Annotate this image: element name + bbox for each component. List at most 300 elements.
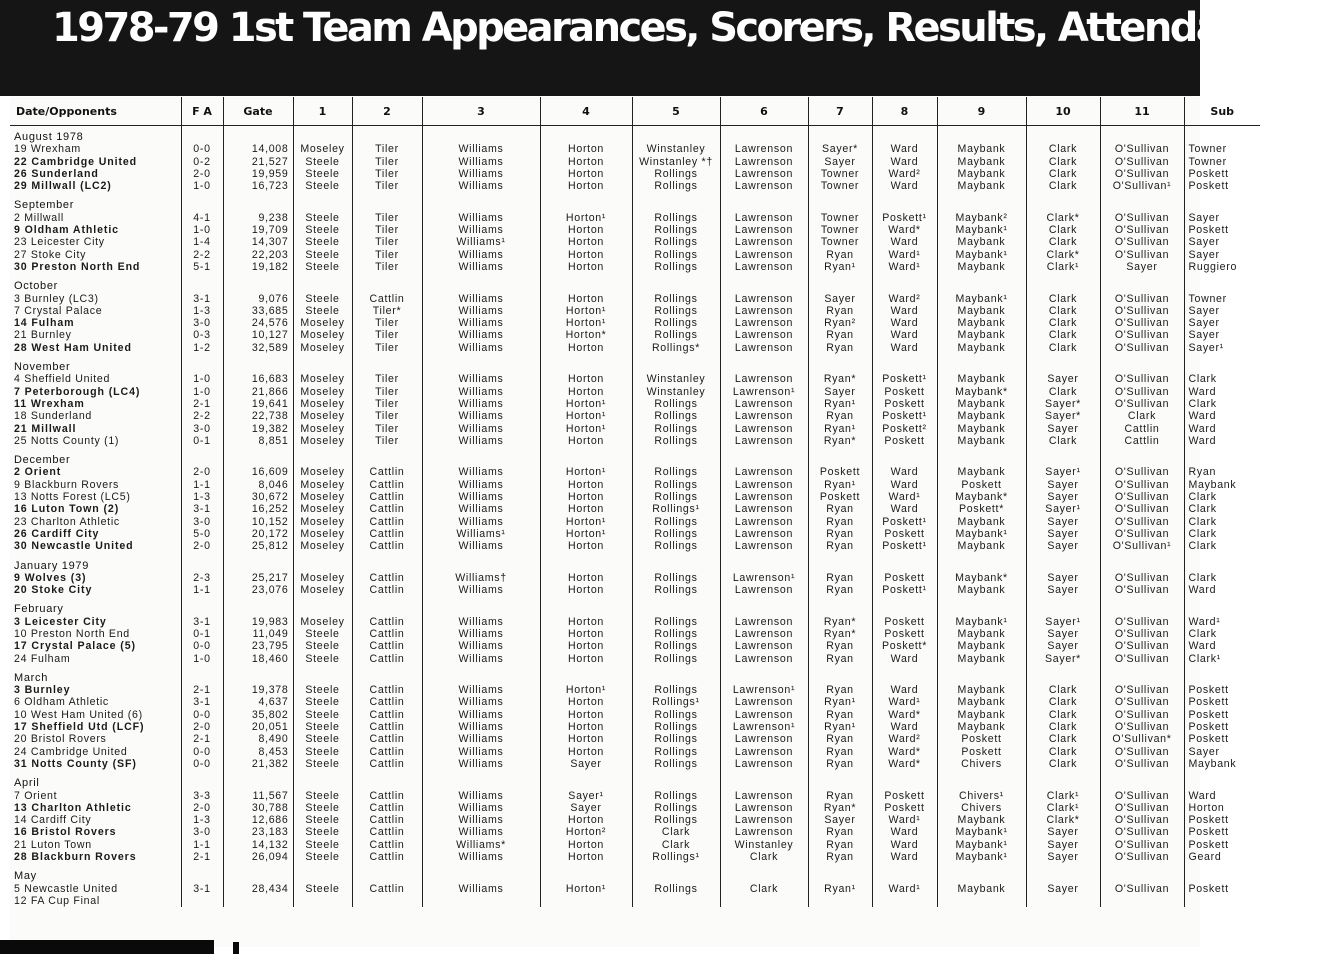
player-name: Cattlin xyxy=(369,584,405,597)
player-name: Ward xyxy=(1188,385,1217,398)
column-header-12: 10 xyxy=(1026,97,1100,126)
player-name: Towner xyxy=(820,224,860,237)
player-name: Horton xyxy=(568,373,604,386)
blank-line xyxy=(298,199,348,211)
player-name: O'Sullivan xyxy=(1114,167,1170,180)
blank-line xyxy=(228,361,289,373)
player-name: Maybank xyxy=(957,317,1006,330)
section-gap xyxy=(1105,770,1180,777)
section-gap xyxy=(298,447,348,454)
match-score: 3-1 xyxy=(193,615,211,628)
match-opponent: 22 Cambridge United xyxy=(14,155,138,168)
player-name: Poskett xyxy=(1188,721,1229,734)
player-name: O'Sullivan xyxy=(1114,466,1170,479)
player-name: Lawrenson xyxy=(734,224,794,237)
match-gate: 8,490 xyxy=(258,733,289,746)
blank-line xyxy=(813,603,868,615)
blank-line xyxy=(877,777,933,789)
player-name: Steele xyxy=(305,155,340,168)
player-name: Lawrenson xyxy=(734,515,794,528)
player-name: Rollings xyxy=(654,627,698,640)
blank-line xyxy=(228,777,289,789)
section-gap xyxy=(298,863,348,870)
player-name: Clark¹ xyxy=(1046,801,1080,814)
player-name: Sayer* xyxy=(822,143,858,156)
player-name: O'Sullivan xyxy=(1114,708,1170,721)
blank-line xyxy=(545,777,628,789)
player-name: Horton xyxy=(568,640,604,653)
match-gate: 19,378 xyxy=(251,684,289,697)
player-name: Lawrenson xyxy=(734,236,794,249)
player-name: Williams xyxy=(458,248,504,261)
player-name: Horton xyxy=(568,341,604,354)
player-name: O'Sullivan xyxy=(1114,304,1170,317)
blank-line xyxy=(298,672,348,684)
match-opponent: 5 Newcastle United xyxy=(14,882,118,895)
column-header-11: 9 xyxy=(937,97,1026,126)
player-name: Cattlin xyxy=(369,571,405,584)
player-name: Clark xyxy=(1048,304,1078,317)
results-sheet xyxy=(10,97,1238,947)
player-name: Ryan xyxy=(826,571,854,584)
player-name: Ward¹ xyxy=(1188,615,1221,628)
blank-line xyxy=(357,131,418,143)
player-name: Poskett xyxy=(819,466,861,479)
player-name: Cattlin xyxy=(1124,434,1160,447)
match-score: 1-2 xyxy=(193,341,211,354)
match-opponent: 2 Millwall xyxy=(14,211,64,224)
player-name: Ryan xyxy=(826,410,854,423)
section-gap xyxy=(545,273,628,280)
player-name: Rollings xyxy=(654,708,698,721)
match-opponent: 16 Luton Town (2) xyxy=(14,503,120,516)
player-name: Ward¹ xyxy=(888,814,921,827)
player-name: Lawrenson xyxy=(734,478,794,491)
blank-line xyxy=(186,870,219,882)
player-name: Tiler xyxy=(375,224,399,237)
player-name: Horton* xyxy=(565,329,607,342)
player-name: O'Sullivan xyxy=(1114,236,1170,249)
month-heading: October xyxy=(14,280,59,293)
player-name: Ward xyxy=(890,652,919,665)
match-score: 2-2 xyxy=(193,410,211,423)
section-gap xyxy=(877,354,933,361)
match-score: 0-0 xyxy=(193,757,211,770)
player-name: Tiler xyxy=(375,143,399,156)
blank-line xyxy=(1031,280,1096,292)
player-name: Horton xyxy=(568,615,604,628)
player-name: Lawrenson xyxy=(734,422,794,435)
player-name: Sayer xyxy=(1047,838,1079,851)
player-name: Maybank xyxy=(957,155,1006,168)
section-gap xyxy=(877,192,933,199)
player-name: Williams xyxy=(458,615,504,628)
player-name: Horton¹ xyxy=(565,527,607,540)
player-name: Williams xyxy=(458,757,504,770)
section-gap xyxy=(1031,770,1096,777)
section-gap xyxy=(1031,553,1096,560)
blank-line xyxy=(942,560,1022,572)
section-gap xyxy=(427,665,536,672)
section-gap xyxy=(14,192,177,199)
blank-line xyxy=(813,131,868,143)
player-name: Ryan¹ xyxy=(824,260,856,273)
blank-line xyxy=(725,454,804,466)
section-gap xyxy=(427,770,536,777)
player-name: Poskett xyxy=(1188,684,1229,697)
player-name: Lawrenson xyxy=(734,260,794,273)
player-name: Maybank xyxy=(957,640,1006,653)
player-name: Ward² xyxy=(888,167,921,180)
column-header-1: F A xyxy=(181,97,223,126)
player-name: Clark xyxy=(1048,684,1078,697)
player-name: Rollings xyxy=(654,745,698,758)
section-gap xyxy=(1105,192,1180,199)
blank-line xyxy=(1189,280,1257,292)
blank-line xyxy=(186,603,219,615)
player-name: Ryan xyxy=(826,745,854,758)
match-gate: 9,076 xyxy=(258,292,289,305)
blank-line xyxy=(942,199,1022,211)
blank-line xyxy=(1031,131,1096,143)
player-name: Rollings xyxy=(654,615,698,628)
blank-line xyxy=(545,870,628,882)
player-name: O'Sullivan xyxy=(1114,851,1170,864)
match-opponent: 12 FA Cup Final xyxy=(14,894,100,907)
match-opponent: 18 Sunderland xyxy=(14,410,93,423)
player-name: O'Sullivan xyxy=(1114,491,1170,504)
player-name: Clark xyxy=(1127,410,1157,423)
player-name: Ryan¹ xyxy=(824,882,856,895)
section-gap xyxy=(637,665,716,672)
section-gap xyxy=(1189,665,1257,672)
section-gap xyxy=(1189,863,1257,870)
player-name: Moseley xyxy=(300,385,345,398)
player-name: Maybank xyxy=(957,143,1006,156)
player-name: Ryan¹ xyxy=(824,721,856,734)
blank-line xyxy=(637,199,716,211)
player-name: Maybank xyxy=(957,180,1006,193)
player-name: Clark* xyxy=(1046,211,1080,224)
match-gate: 11,567 xyxy=(252,789,289,802)
player-name: Rollings¹ xyxy=(652,503,700,516)
player-name: Poskett xyxy=(1188,224,1229,237)
player-name: Clark xyxy=(1048,385,1078,398)
player-name: Steele xyxy=(305,882,340,895)
player-name: Williams† xyxy=(455,571,507,584)
player-name: Horton xyxy=(568,851,604,864)
section-gap xyxy=(545,596,628,603)
blank-line xyxy=(725,603,804,615)
player-name: Maybank² xyxy=(955,211,1008,224)
player-name: Ryan* xyxy=(823,627,857,640)
blank-line xyxy=(942,454,1022,466)
blank-line xyxy=(1031,777,1096,789)
player-name: Poskett xyxy=(1188,167,1229,180)
player-name: Williams xyxy=(458,155,504,168)
match-gate: 14,008 xyxy=(251,143,289,156)
match-score: 4-1 xyxy=(193,211,211,224)
player-name: Horton xyxy=(568,143,604,156)
player-name: Rollings xyxy=(654,304,698,317)
player-name: Steele xyxy=(305,236,340,249)
column-header-3: 1 xyxy=(293,97,352,126)
player-name: Sayer xyxy=(1188,329,1220,342)
player-name: Sayer xyxy=(824,814,856,827)
player-name: Steele xyxy=(305,304,340,317)
player-name: Poskett¹ xyxy=(882,584,927,597)
player-name: Lawrenson xyxy=(734,248,794,261)
section-gap xyxy=(637,354,716,361)
player-name: Ryan¹ xyxy=(824,478,856,491)
section-gap xyxy=(1189,596,1257,603)
player-name: Lawrenson¹ xyxy=(732,571,796,584)
player-name: Ryan* xyxy=(823,615,857,628)
blank-line xyxy=(942,870,1022,882)
blank-line xyxy=(637,560,716,572)
player-name: Williams xyxy=(458,478,504,491)
column-header-10: 8 xyxy=(872,97,937,126)
player-name: Tiler xyxy=(375,410,399,423)
player-name: Horton xyxy=(568,434,604,447)
player-name: Williams xyxy=(458,584,504,597)
match-score: 0-1 xyxy=(193,627,211,640)
player-name: Towner xyxy=(820,236,860,249)
player-name: Ryan* xyxy=(823,801,857,814)
blank-line xyxy=(186,560,219,572)
player-name: Ryan xyxy=(826,826,854,839)
player-name: Rollings xyxy=(654,515,698,528)
player-name: Tiler xyxy=(375,422,399,435)
player-name: Williams xyxy=(458,696,504,709)
blank-line xyxy=(357,454,418,466)
player-name: Clark xyxy=(1048,721,1078,734)
player-name: Ryan xyxy=(826,640,854,653)
player-name: Williams xyxy=(458,317,504,330)
blank-line xyxy=(1105,361,1180,373)
match-gate: 8,453 xyxy=(258,745,289,758)
blank-line xyxy=(298,280,348,292)
player-name: Clark xyxy=(1048,317,1078,330)
player-name: Maybank¹ xyxy=(955,615,1008,628)
section-gap xyxy=(725,192,804,199)
player-name: O'Sullivan xyxy=(1114,640,1170,653)
player-name: Clark xyxy=(749,882,779,895)
player-name: Williams xyxy=(458,801,504,814)
player-name: Ward xyxy=(890,155,919,168)
player-name: Poskett xyxy=(884,627,925,640)
blank-line xyxy=(545,603,628,615)
player-name: Clark xyxy=(1048,696,1078,709)
player-name: Ward xyxy=(890,180,919,193)
player-name: Poskett¹ xyxy=(882,373,927,386)
player-name: Ryan xyxy=(826,515,854,528)
player-name: Maybank xyxy=(957,466,1006,479)
match-score: 0-3 xyxy=(193,329,211,342)
player-name: O'Sullivan xyxy=(1114,745,1170,758)
player-name: Sayer xyxy=(570,757,602,770)
match-opponent: 9 Oldham Athletic xyxy=(14,224,119,237)
column-header-9: 7 xyxy=(808,97,872,126)
player-name: Maybank¹ xyxy=(955,224,1008,237)
player-name: Maybank xyxy=(957,584,1006,597)
section-gap xyxy=(813,770,868,777)
player-name: Lawrenson xyxy=(734,491,794,504)
player-name: Lawrenson xyxy=(734,745,794,758)
section-gap xyxy=(1189,553,1257,560)
section-gap xyxy=(725,354,804,361)
column-5 xyxy=(422,126,540,908)
match-opponent: 30 Preston North End xyxy=(14,260,141,273)
player-name: Ward² xyxy=(888,292,921,305)
match-gate: 19,983 xyxy=(251,615,289,628)
section-gap xyxy=(725,273,804,280)
player-name: Poskett xyxy=(1188,814,1229,827)
player-name: Lawrenson xyxy=(734,814,794,827)
player-name: Horton² xyxy=(565,826,607,839)
player-name: Williams xyxy=(458,260,504,273)
player-name: Cattlin xyxy=(369,292,405,305)
player-name: Cattlin xyxy=(369,478,405,491)
match-score: 1-4 xyxy=(193,236,211,249)
match-gate: 10,127 xyxy=(251,329,289,342)
player-name: Clark xyxy=(1188,527,1217,540)
blank-line xyxy=(427,560,536,572)
match-opponent: 4 Sheffield United xyxy=(14,373,111,386)
player-name: Clark xyxy=(1048,434,1078,447)
player-name: Horton xyxy=(568,155,604,168)
player-name: Poskett² xyxy=(882,422,927,435)
player-name: Towner xyxy=(1188,292,1227,305)
column-header-8: 6 xyxy=(720,97,808,126)
section-gap xyxy=(725,863,804,870)
section-gap xyxy=(228,770,289,777)
blank-line xyxy=(357,603,418,615)
player-name: Towner xyxy=(820,167,860,180)
month-heading: April xyxy=(14,777,40,790)
match-opponent: 20 Stoke City xyxy=(14,584,93,597)
section-gap xyxy=(228,273,289,280)
player-name: O'Sullivan xyxy=(1114,224,1170,237)
section-gap xyxy=(1105,863,1180,870)
player-name: Lawrenson¹ xyxy=(732,684,796,697)
match-gate: 9,238 xyxy=(258,211,289,224)
blank-line xyxy=(186,777,219,789)
player-name: Rollings¹ xyxy=(652,851,700,864)
player-name: Clark xyxy=(1188,491,1217,504)
player-name: Clark xyxy=(1048,341,1078,354)
player-name: Clark xyxy=(1048,292,1078,305)
match-score: 1-0 xyxy=(193,224,211,237)
blank-line xyxy=(298,454,348,466)
player-name: Williams xyxy=(458,745,504,758)
player-name: Ward xyxy=(890,503,919,516)
player-name: Rollings xyxy=(654,248,698,261)
player-name: Ryan xyxy=(826,733,854,746)
player-name: O'Sullivan xyxy=(1114,341,1170,354)
section-gap xyxy=(298,354,348,361)
player-name: Moseley xyxy=(300,478,345,491)
player-name: Ryan xyxy=(826,503,854,516)
blank-line xyxy=(186,454,219,466)
player-name: Lawrenson xyxy=(734,329,794,342)
match-gate: 28,434 xyxy=(251,882,289,895)
player-name: Rollings xyxy=(654,584,698,597)
player-name: Ward xyxy=(1188,789,1217,802)
player-name: Poskett xyxy=(884,385,925,398)
blank-line xyxy=(813,361,868,373)
player-name: Cattlin xyxy=(369,757,405,770)
player-name: Horton xyxy=(568,814,604,827)
player-name: Steele xyxy=(305,211,340,224)
player-name: Horton xyxy=(568,224,604,237)
player-name: O'Sullivan xyxy=(1114,211,1170,224)
player-name: Steele xyxy=(305,627,340,640)
blank-line xyxy=(637,131,716,143)
player-name: Rollings xyxy=(654,571,698,584)
player-name: Poskett¹ xyxy=(882,540,927,553)
player-name: Horton xyxy=(568,745,604,758)
player-name: Maybank xyxy=(957,373,1006,386)
player-name: Clark xyxy=(1188,571,1217,584)
player-name: Rollings xyxy=(654,397,698,410)
player-name: Ryan xyxy=(826,851,854,864)
player-name: Steele xyxy=(305,745,340,758)
column-header-6: 4 xyxy=(540,97,632,126)
blank-line xyxy=(637,361,716,373)
blank-line xyxy=(725,672,804,684)
player-name: Maybank xyxy=(957,814,1006,827)
bottom-edge-strip xyxy=(0,940,214,954)
player-name: Williams xyxy=(458,292,504,305)
match-opponent: 2 Orient xyxy=(14,466,62,479)
header-row xyxy=(10,97,1260,126)
blank-line xyxy=(545,361,628,373)
player-name: Poskett xyxy=(884,571,925,584)
match-opponent: 26 Sunderland xyxy=(14,167,99,180)
match-opponent: 25 Notts County (1) xyxy=(14,434,120,447)
section-gap xyxy=(545,863,628,870)
player-name: Steele xyxy=(305,224,340,237)
player-name: Lawrenson xyxy=(734,434,794,447)
blank-line xyxy=(1189,131,1257,143)
player-name: Horton xyxy=(568,696,604,709)
match-gate: 19,641 xyxy=(251,397,289,410)
section-gap xyxy=(298,273,348,280)
match-opponent: 27 Stoke City xyxy=(14,248,87,261)
player-name: Ryan xyxy=(826,789,854,802)
column-header-7: 5 xyxy=(632,97,720,126)
player-name: Sayer xyxy=(1047,422,1079,435)
player-name: Winstanley *† xyxy=(639,155,713,168)
column-3 xyxy=(293,126,352,908)
section-gap xyxy=(545,770,628,777)
player-name: Sayer xyxy=(824,292,856,305)
player-name: O'Sullivan xyxy=(1114,882,1170,895)
player-name: Cattlin xyxy=(369,515,405,528)
player-name: Williams xyxy=(458,397,504,410)
blank-line xyxy=(228,454,289,466)
column-1 xyxy=(181,126,223,908)
player-name: Clark xyxy=(1048,329,1078,342)
blank-line xyxy=(228,131,289,143)
player-name: Ward xyxy=(890,826,919,839)
player-name: Sayer xyxy=(1047,373,1079,386)
player-name: Maybank xyxy=(957,684,1006,697)
blank-line xyxy=(725,870,804,882)
player-name: O'Sullivan xyxy=(1114,515,1170,528)
section-gap xyxy=(186,596,219,603)
